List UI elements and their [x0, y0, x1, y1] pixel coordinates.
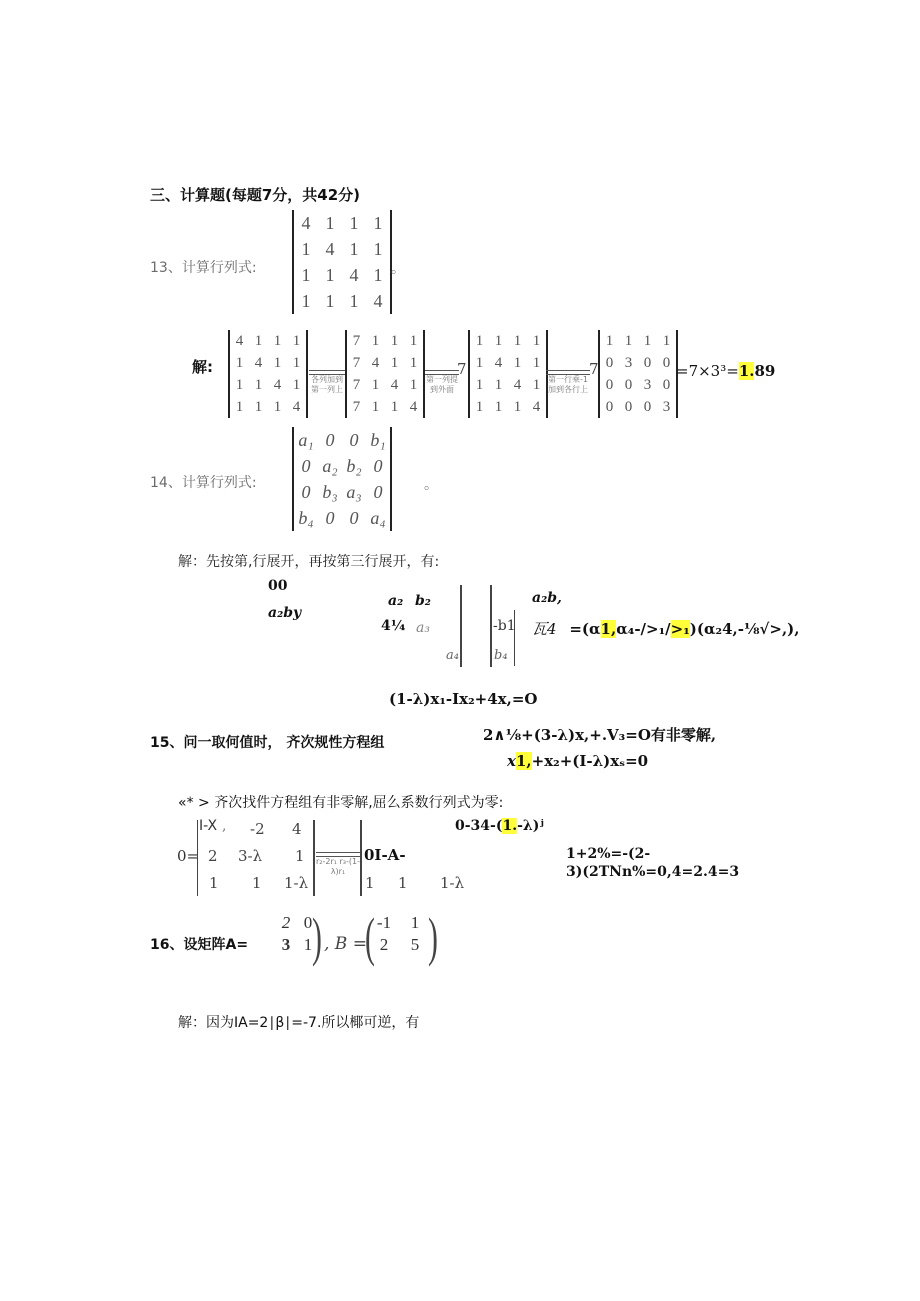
q13-step1-op: 各列加到第一列上: [309, 370, 345, 395]
q15-eq2: 2∧⅛+(3-λ)x,+.V₃=O有非零解,: [483, 726, 717, 744]
q13-matrix: 4 1 1 1 1 4 1 1 1 1 4 1 1 1 1 4: [292, 210, 392, 314]
q14-matrix: a₁ 0 0 b₁ 0 a₂ b₂ 0 0 b₃ a₃ 0 b₄ 0 0 a₄: [292, 427, 392, 531]
section-title: 三、计算题(每题7分，共42分): [150, 186, 361, 204]
highlight-mark: >₁: [670, 620, 690, 638]
q14-solution-text: 解：先按第,行展开，再按第三行展开，有:: [178, 554, 440, 570]
q14-frag-a2b: a₂b,: [532, 590, 562, 606]
q15-label: 15、问一取何值时， 齐次规性方程组: [150, 735, 385, 751]
q15-det-r1c2: -2: [250, 820, 265, 838]
q14-frag-414: 4¼: [381, 618, 406, 634]
q15-det-r1-comma: ,: [222, 818, 227, 834]
q13-step2-matrix: 7 1 1 1 7 4 1 1 7 1 4 1 7 1 1 4: [345, 330, 425, 418]
q15-det-r3c1: 1: [209, 874, 219, 892]
highlight-mark: 1,: [600, 620, 617, 638]
q15-det-r3c3: 1-λ: [284, 874, 309, 892]
q15-right1: 1+2%=-(2-: [566, 846, 651, 862]
q14-period: 。: [424, 477, 438, 493]
q14-frag-00: 00: [268, 578, 288, 594]
q13-result: =7×3³=1.89: [676, 362, 776, 380]
q14-frag-a2: a₂: [388, 593, 404, 609]
q16-b-left-paren: (: [365, 907, 375, 967]
q15-det2-left-bar: [360, 820, 362, 896]
q15-mid1: 0I-A-: [364, 846, 406, 864]
q14-det-bar-left: [460, 585, 462, 667]
q14-frag-a4: a₄: [446, 648, 459, 663]
q14-frag-b: b₂: [415, 593, 431, 609]
q13-step2-op: 第一列提到外面: [425, 370, 459, 395]
q15-det-right-bar: [313, 820, 315, 896]
highlight-mark: 1.: [502, 818, 518, 834]
q13-step3-factor: 7: [589, 360, 599, 378]
q16-matrix-a: 2 0 3 1: [281, 913, 313, 954]
q15-right2: 3)(2TNn%=0,4=2.4=3: [566, 864, 740, 880]
q15-det-r1c3: 4: [292, 820, 302, 838]
highlight-mark: 1,: [515, 752, 532, 770]
q15-mid2-a: 1: [365, 874, 375, 892]
q14-det-bar-mid: [490, 585, 492, 667]
q14-frag-a3: a₃: [416, 620, 430, 636]
q14-frag-a2by: a₂by: [268, 605, 302, 621]
q13-step4-matrix: 1 1 1 1 0 3 0 0 0 0 3 0 0 0 0 3: [598, 330, 678, 418]
q15-det-r2c2: 3-λ: [238, 847, 263, 865]
q15-op: r₂-2r₁ r₃-(1-λ)r₁: [316, 852, 360, 877]
q15-mid2-b: 1: [398, 874, 408, 892]
q16-solution: 解：因为IA=2∣β∣=-7.所以椰可逆，有: [178, 1015, 420, 1031]
q14-label: 14、计算行列式:: [150, 475, 257, 491]
q16-b-right-paren: ): [428, 907, 438, 967]
q13-step2-factor: 7: [457, 360, 467, 378]
q16-a-right-paren: ): [312, 907, 322, 967]
q15-note: «* > 齐次找件方程组有非零解,屈么系数行列式为零:: [178, 795, 504, 811]
q13-step3-op: 第一行乘-1加到各行上: [546, 370, 590, 395]
q15-det-r3c2: 1: [252, 874, 262, 892]
q13-period: 。: [391, 261, 405, 277]
q13-solution-label: 解:: [192, 358, 213, 376]
q15-det-r2c1: 2: [208, 847, 218, 865]
q15-eq1: (1-λ)x₁-Ix₂+4x,=O: [389, 690, 538, 708]
q16-matrix-b: -1 1 2 5: [376, 913, 420, 954]
highlight-mark: 1.: [738, 362, 755, 380]
q15-lhs: 0=: [177, 847, 200, 865]
q14-formula: 瓦4 =(α1,α₄-/>₁/>₁)(α₂4,-⅛√>,),: [532, 620, 800, 638]
q15-det-r2c3: 1: [295, 847, 305, 865]
q15-eq3: x1,+x₂+(I-λ)xₛ=0: [507, 752, 649, 770]
q15-mid2-c: 1-λ: [440, 874, 465, 892]
q13-step3-matrix: 1 1 1 1 1 4 1 1 1 1 4 1 1 1 1 4: [468, 330, 548, 418]
q13-step1-matrix: 4 1 1 1 1 4 1 1 1 1 4 1 1 1 1 4: [228, 330, 308, 418]
q15-frag-top: 0-34-(1.-λ)ʲ: [455, 818, 544, 834]
q15-det-left-bar: [197, 820, 198, 896]
q14-frag-b4: b₄: [494, 648, 508, 663]
q16-b-label: , B =: [324, 934, 367, 954]
q16-label: 16、设矩阵A=: [150, 937, 249, 953]
q15-det-r1c1: I-X: [199, 818, 218, 834]
q14-frag-b1: -b1: [493, 618, 516, 634]
q13-label: 13、计算行列式:: [150, 260, 257, 276]
